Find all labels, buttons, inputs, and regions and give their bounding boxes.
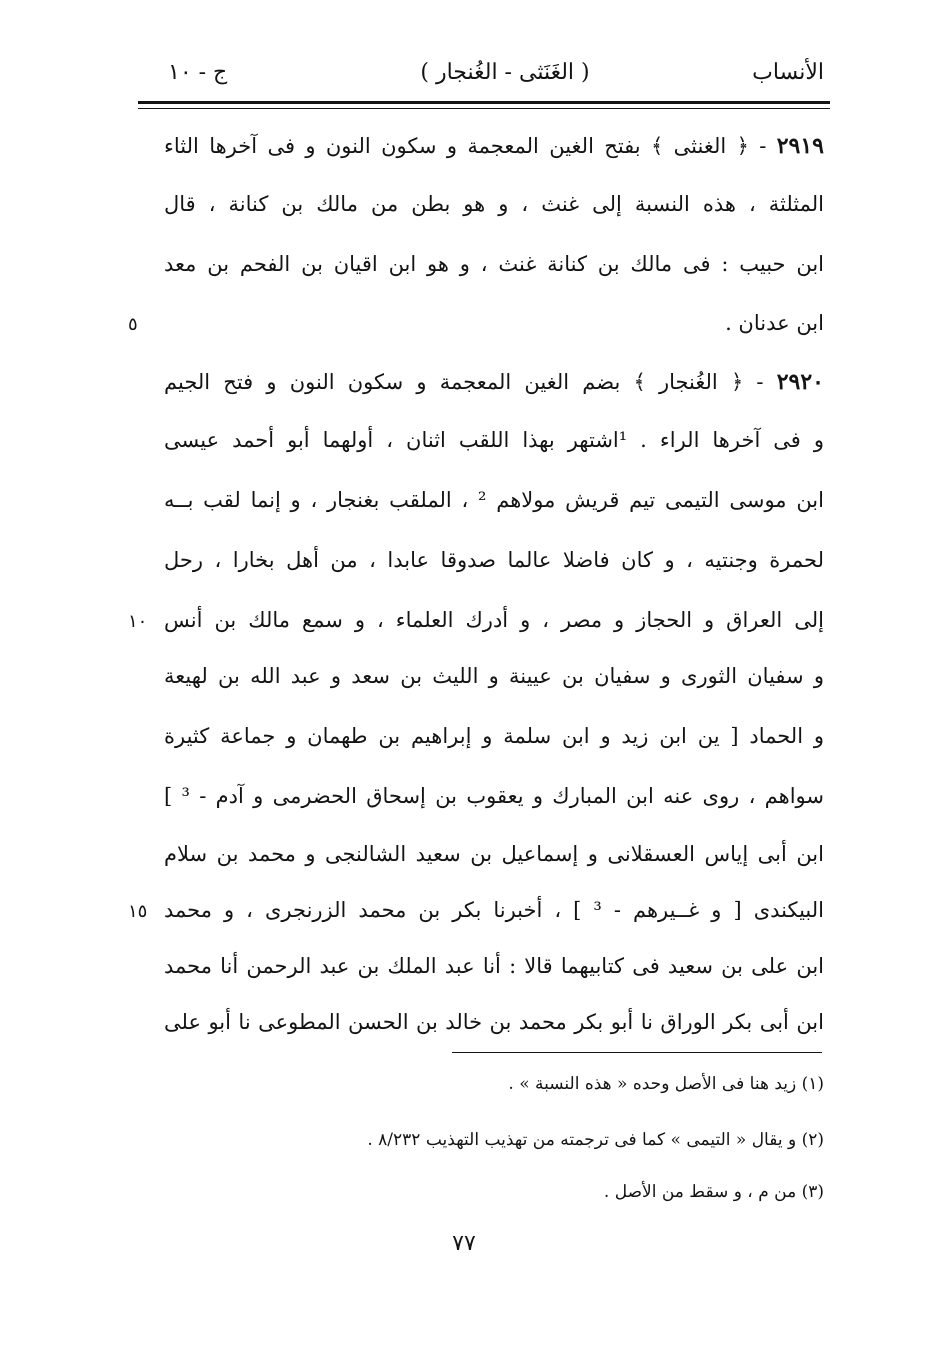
footnote-separator [452, 1052, 822, 1053]
entry-number-2920: ٢٩٢٠ [776, 369, 824, 395]
text-line-5: ٢٩٢٠ - ﴿ الغُنجار ﴾ بضم الغين المعجمة و سكون النون و فتح الجيم [164, 369, 824, 395]
text-line-2: المثلثة ، هذه النسبة إلى غنث ، و هو بطن من مالك بن كنانة ، قال [164, 192, 824, 216]
running-header-book-title: الأنساب [752, 60, 824, 85]
entry-number-2919: ٢٩١٩ [776, 133, 824, 159]
header-rule-thick [138, 101, 830, 104]
text-line-12: سواهم ، روى عنه ابن المبارك و يعقوب بن إسحاق الحضرمى و آدم - ³ ] [164, 784, 824, 808]
text-line-13: ابن أبى إياس العسقلانى و إسماعيل بن سعيد الشالنجى و محمد بن سلام [164, 842, 824, 866]
text-line-1: ٢٩١٩ - ﴿ الغنثى ﴾ بفتح الغين المعجمة و سكون النون و فى آخرها الثاء [164, 133, 824, 159]
text-line-4: ابن عدنان . [725, 311, 824, 335]
margin-line-number-15: ١٥ [128, 901, 148, 922]
text-line-16: ابن أبى بكر الوراق نا أبو بكر محمد بن خالد بن الحسن المطوعى نا أبو على [164, 1010, 824, 1034]
margin-line-number-5: ٥ [128, 314, 138, 335]
text-line-15: ابن على بن سعيد فى كتابيهما قالا : أنا عبد الملك بن عبد الرحمن أنا محمد [164, 954, 824, 978]
text-line-14: البيكندى [ و غــيرهم - ³ ] ، أخبرنا بكر بن محمد الزرنجرى ، و محمد [164, 898, 824, 922]
text-line-9: إلى العراق و الحجاز و مصر ، و أدرك العلماء ، و سمع مالك بن أنس [164, 608, 824, 632]
text-line-3: ابن حبيب : فى مالك بن كنانة غنث ، و هو ابن اقيان بن الفحم بن معد [164, 252, 824, 276]
header-rule-thin [138, 108, 830, 109]
margin-line-number-10: ١٠ [128, 611, 148, 632]
text-line-10: و سفيان الثورى و سفيان بن عيينة و الليث بن سعد و عبد الله بن لهيعة [164, 664, 824, 688]
running-header-volume: ج - ١٠ [168, 60, 228, 85]
text-line-6: و فى آخرها الراء . ¹اشتهر بهذا اللقب اثنان ، أولهما أبو أحمد عيسى [164, 428, 824, 452]
footnote-3: (٣) من م ، و سقط من الأصل . [603, 1182, 824, 1202]
text-line-11: و الحماد [ ين ابن زيد و ابن سلمة و إبراهيم بن طهمان و جماعة كثيرة [164, 724, 824, 748]
text-line-7: ابن موسى التيمى تيم قريش مولاهم ² ، الملقب بغنجار ، و إنما لقب بــه [164, 488, 824, 512]
running-header-section: ( الغَنَثى - الغُنجار ) [420, 60, 590, 85]
footnote-2: (٢) و يقال « التيمى » كما فى ترجمته من تهذيب التهذيب ٨/٢٣٢ . [367, 1130, 824, 1150]
footnote-1: (١) زيد هنا فى الأصل وحده « هذه النسبة » . [508, 1074, 824, 1094]
text-line-8: لحمرة وجنتيه ، و كان فاضلا عالما صدوقا عابدا ، من أهل بخارا ، رحل [164, 548, 824, 572]
page-number: ٧٧ [452, 1231, 476, 1256]
